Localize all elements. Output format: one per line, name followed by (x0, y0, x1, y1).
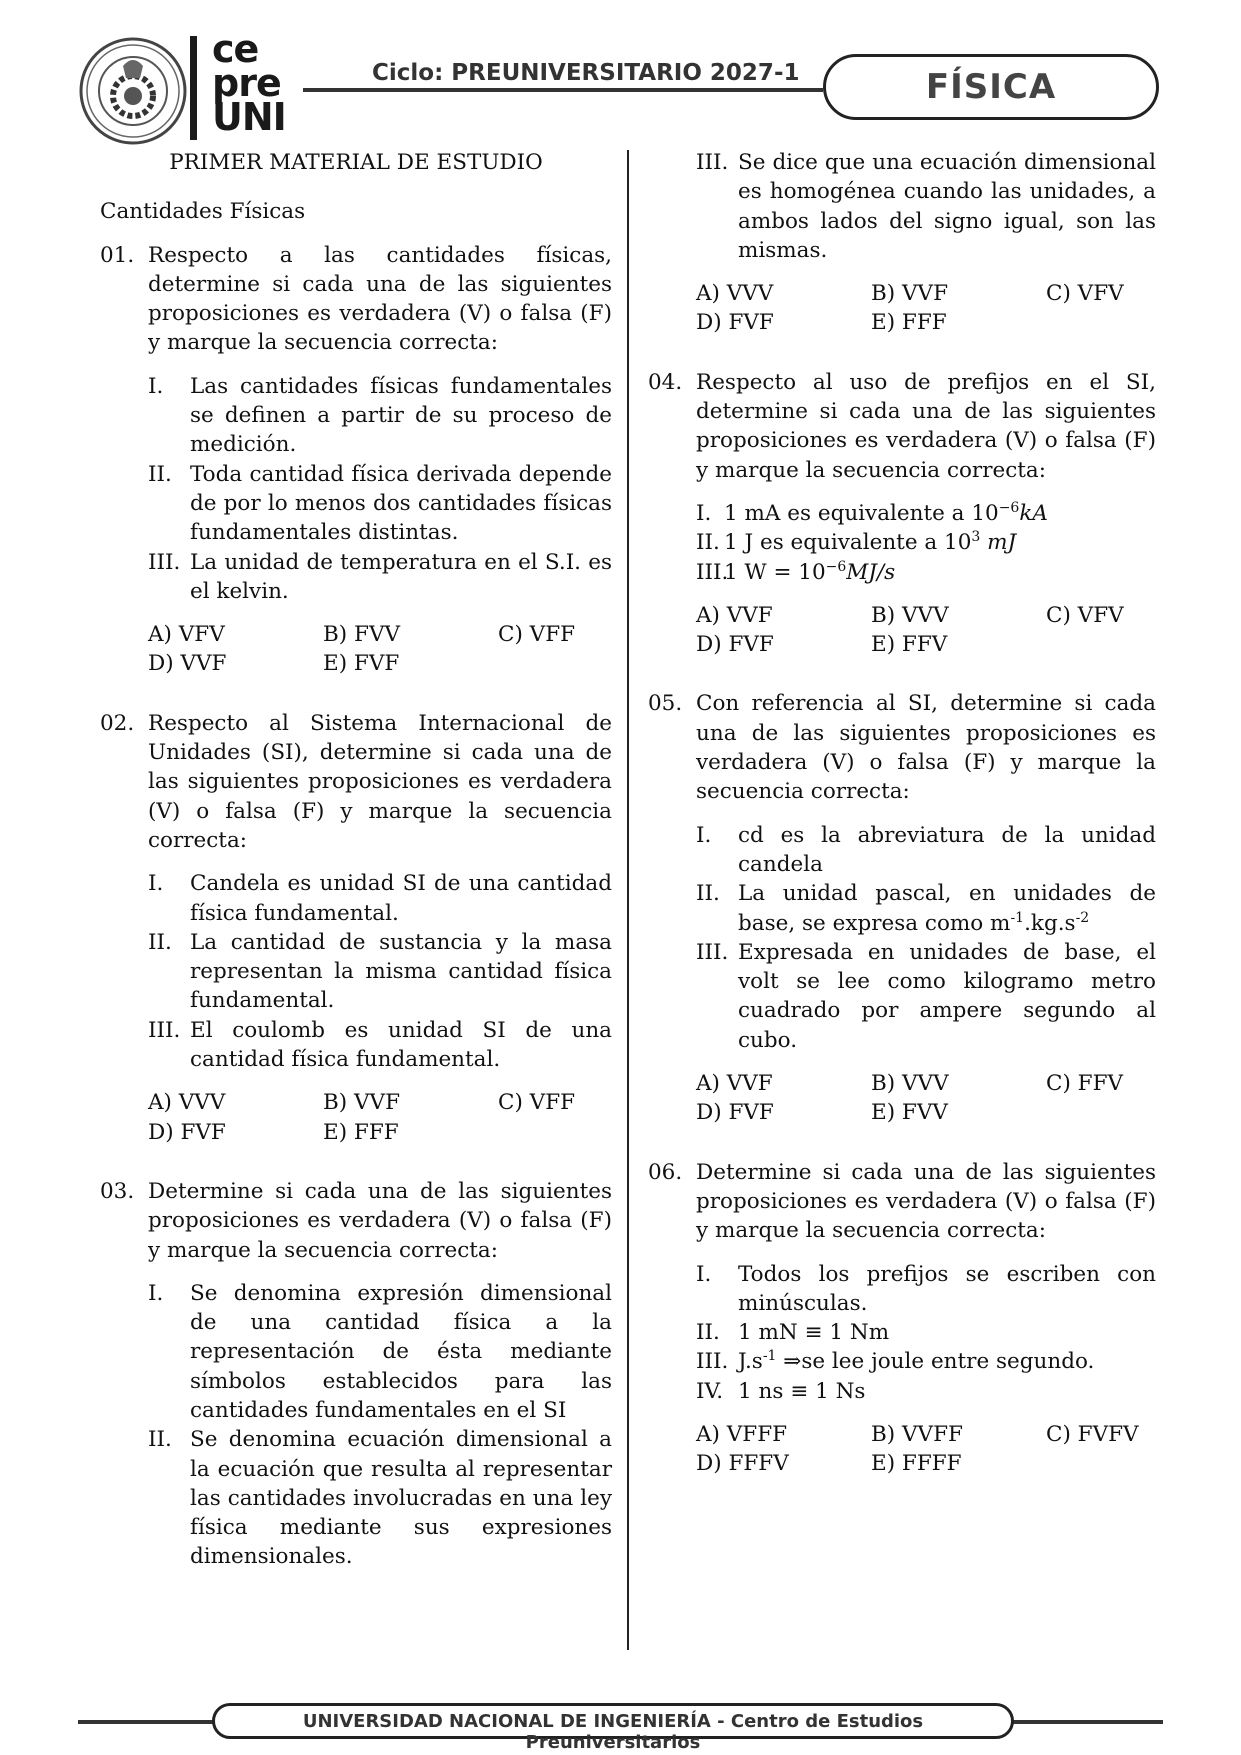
question-text: Respecto al Sistema Internacional de Unidades (SI), determine si cada una de las siguientes proposiciones es verdadera (V) o falsa (F) y marque la secuencia correcta: (148, 710, 612, 853)
proposition: III. La unidad de temperatura en el S.I. es el kelvin. (148, 549, 612, 604)
question-text: Determine si cada una de las siguientes proposiciones es verdadera (V) o falsa (F) y marque la secuencia correcta: (148, 1178, 612, 1263)
proposition: III. 1 $W = 10^{-6}MJ/s$ (696, 558, 896, 585)
option-c: C) VFF (498, 622, 576, 648)
option-e: E) FFFF (871, 1451, 962, 1477)
option-e: E) FFF (323, 1119, 399, 1145)
question-04 (648, 368, 1156, 660)
question-01 (100, 241, 612, 679)
option-a: A) VVV (696, 281, 774, 307)
question-text: Con referencia al SI, determine si cada una de las siguientes proposiciones es verdadera (V) o falsa (F) y marque la secuencia correcta: (696, 691, 1156, 805)
option-c: C) VFV (1046, 281, 1124, 307)
question-number: 02. (100, 710, 135, 736)
option-e: E) FVF (323, 651, 400, 677)
answer-options (648, 601, 1156, 660)
answer-options (100, 1088, 612, 1147)
footer-text: UNIVERSIDAD NACIONAL DE INGENIERÍA - Centro de Estudios Preuniversitarios (302, 1711, 924, 1753)
proposition: II. La unidad pascal, en unidades de base, se expresa como $m^{-1}.kg.s^{-2}$ (696, 881, 1156, 936)
proposition: I. 1 mA es equivalente a $10^{-6}kA$ (696, 499, 1048, 526)
question-number: 03. (100, 1178, 135, 1204)
option-c: C) FFV (1046, 1071, 1124, 1097)
option-a: A) VFFF (696, 1421, 788, 1447)
footer-badge (212, 1703, 1014, 1753)
option-c: C) FVFV (1046, 1421, 1139, 1447)
option-a: A) VVV (148, 1090, 226, 1116)
header-rule (303, 88, 823, 92)
option-b: B) VVF (871, 281, 948, 307)
page-footer (78, 1703, 1163, 1753)
question-text: Respecto al uso de prefijos en el SI, determine si cada una de las siguientes proposiciones es verdadera (V) o falsa (F) y marque la secuencia correcta: (696, 369, 1156, 483)
section-heading: Cantidades Físicas (100, 199, 306, 225)
university-seal-icon (78, 36, 188, 146)
proposition: II. Toda cantidad física derivada depende de por lo menos dos cantidades físicas fundamentales distintas. (148, 461, 612, 546)
proposition: I. cd es la abreviatura de la unidad candela (696, 822, 1156, 877)
option-d: D) VVF (148, 651, 227, 677)
question-06 (648, 1158, 1156, 1479)
course-badge (823, 54, 1159, 120)
option-b: B) VVFF (871, 1421, 963, 1447)
option-d: D) FVF (696, 1100, 774, 1126)
question-number: 06. (648, 1159, 683, 1185)
logo-bar (190, 36, 197, 140)
option-e: E) FVV (871, 1100, 948, 1126)
left-column (100, 148, 612, 1572)
option-d: D) FVF (696, 632, 774, 658)
option-c: C) VFV (1046, 602, 1124, 628)
column-divider (627, 150, 629, 1650)
cycle-label: Ciclo: PREUNIVERSITARIO 2027-1 (372, 60, 800, 86)
proposition: II. Se denomina ecuación dimensional a la ecuación que resulta al representar las cantidades involucradas en una ley física mediante sus expresiones dimensionales. (148, 1427, 612, 1570)
answer-options (648, 279, 1156, 338)
question-05 (648, 689, 1156, 1127)
option-e: E) FFF (871, 310, 947, 336)
proposition: IV. 1 ns ≡ 1 Ns (696, 1378, 866, 1404)
option-d: D) FFFV (696, 1451, 789, 1477)
option-b: B) VVF (323, 1090, 400, 1116)
option-a: A) VVF (696, 1071, 773, 1097)
answer-options (100, 620, 612, 679)
option-e: E) FFV (871, 632, 948, 658)
option-b: B) VVV (871, 602, 949, 628)
proposition: II. 1 J es equivalente a $10^3$ mJ (696, 529, 1017, 556)
proposition: II. 1 mN ≡ 1 Nm (696, 1320, 890, 1346)
option-a: A) VFV (148, 622, 225, 648)
question-number: 01. (100, 242, 135, 268)
page-header (0, 0, 1241, 160)
cepre-uni-logo: ce pre UNI (212, 27, 286, 139)
question-text: Respecto a las cantidades físicas, determine si cada una de las siguientes proposiciones es verdadera (V) o falsa (F) y marque la secuencia correcta: (148, 242, 612, 356)
proposition: III. Se dice que una ecuación dimensional es homogénea cuando las unidades, a ambos lados del signo igual, son las mismas. (696, 150, 1156, 263)
proposition: III. Expresada en unidades de base, el volt se lee como kilogramo metro cuadrado por ampere segundo al cubo. (696, 939, 1156, 1053)
option-c: C) VFF (498, 1090, 576, 1116)
course-name: FÍSICA (925, 67, 1057, 107)
question-03 (100, 1177, 612, 1572)
question-text: Determine si cada una de las siguientes proposiciones es verdadera (V) o falsa (F) y marque la secuencia correcta: (696, 1159, 1156, 1244)
question-02 (100, 709, 612, 1147)
answer-options (648, 1420, 1156, 1479)
proposition: I. Las cantidades físicas fundamentales se definen a partir de su proceso de medición. (148, 373, 612, 458)
question-number: 04. (648, 369, 683, 395)
proposition: III. El coulomb es unidad SI de una cantidad física fundamental. (148, 1017, 612, 1073)
option-a: A) VVF (696, 602, 773, 628)
option-b: B) VVV (871, 1071, 949, 1097)
right-column (648, 148, 1156, 1479)
proposition: I. Se denomina expresión dimensional de una cantidad física a la representación de ésta mediante símbolos establecidos para las cantidades fundamentales en el SI (148, 1280, 612, 1423)
proposition: I. Todos los prefijos se escriben con minúsculas. (696, 1261, 1156, 1316)
question-number: 05. (648, 691, 683, 717)
option-b: B) FVV (323, 622, 400, 648)
proposition: I. Candela es unidad SI de una cantidad física fundamental. (148, 871, 612, 926)
option-d: D) FVF (148, 1119, 226, 1145)
option-d: D) FVF (696, 310, 774, 336)
document-title: PRIMER MATERIAL DE ESTUDIO (169, 150, 543, 175)
proposition: II. La cantidad de sustancia y la masa representan la misma cantidad física fundamental. (148, 929, 612, 1014)
answer-options (648, 1069, 1156, 1128)
proposition: III. $J.s^{-1}$ ⇒se lee joule entre segundo. (696, 1348, 1095, 1375)
